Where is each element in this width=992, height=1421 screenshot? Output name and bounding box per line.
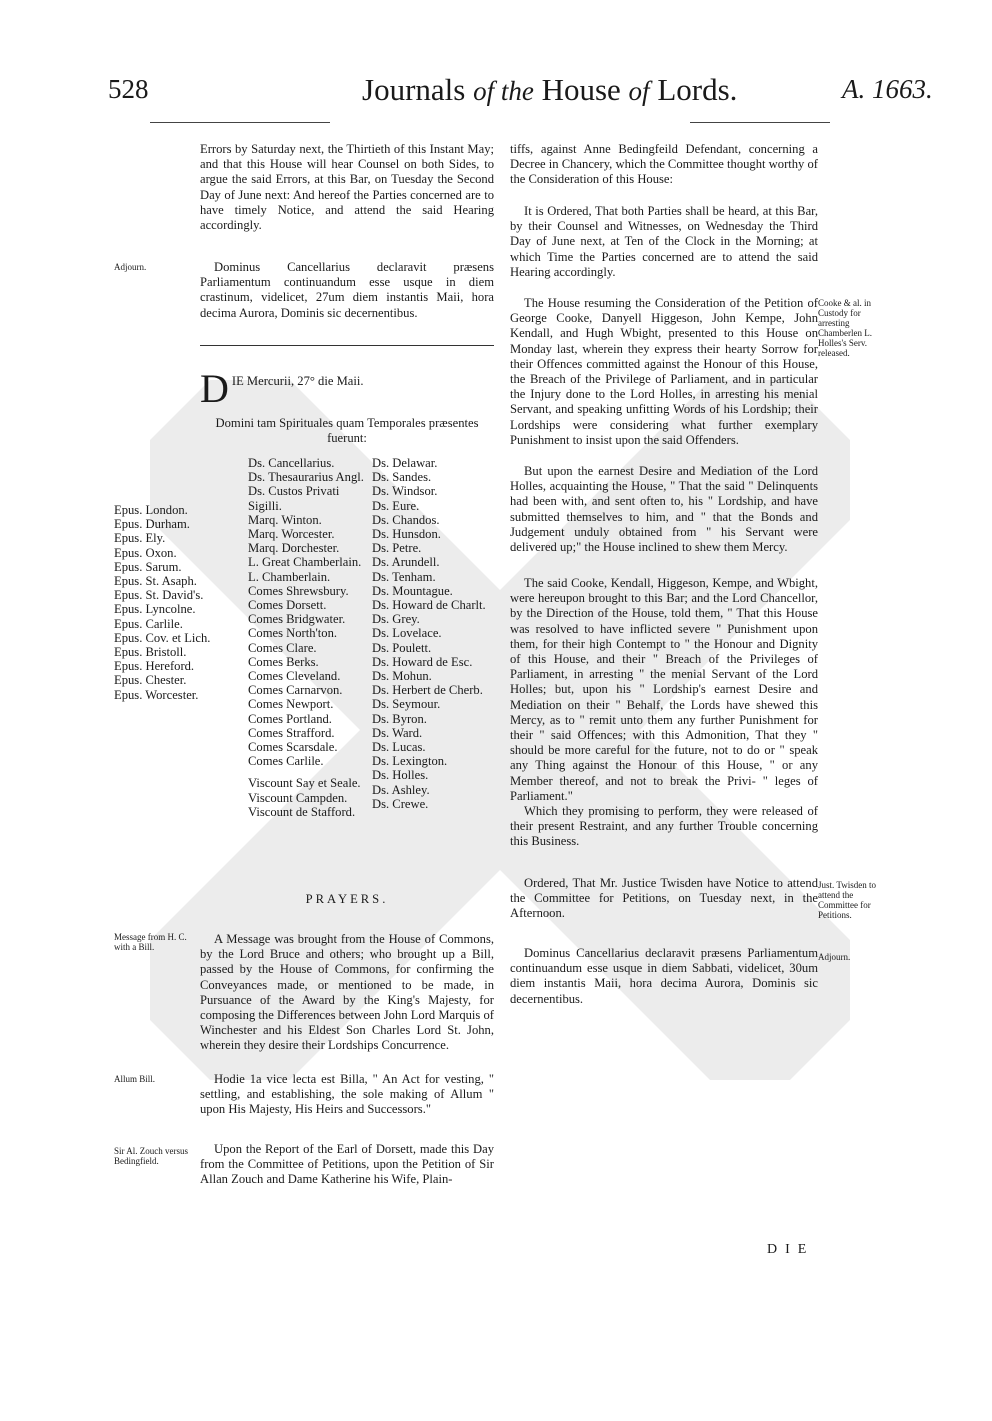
attendee-entry: Epus. St. David's. xyxy=(114,588,204,603)
attendee-entry: Marq. Worcester. xyxy=(248,527,335,542)
attendee-entry: Comes Newport. xyxy=(248,697,334,712)
margin-cooke: Cooke & al. in Custody for arresting Chamberlen L. Holles's Serv. released. xyxy=(818,298,872,358)
attendee-entry xyxy=(248,768,370,776)
attendee-entry: Ds. Hunsdon. xyxy=(372,527,441,542)
margin-twisden: Just. Twisden to attend the Committee for Petitions. xyxy=(818,880,876,920)
attendee-entry: Viscount Say et Seale. xyxy=(248,776,361,791)
left-para-errors: Errors by Saturday next, the Thirtieth of this Instant May; and that this House will hear Counsel on both Sides, to argue the said Errors, at this Bar, on Tuesday the Second Day of June next: And hereof the Parties concerned are to have timely Notice, and attend the said Hearing accordingly. xyxy=(200,142,494,233)
attendee-entry: Epus. Worcester. xyxy=(114,687,199,702)
header-rule-right xyxy=(690,122,830,123)
attendee-entry: Comes Scarsdale. xyxy=(248,740,338,755)
right-para-holles: But upon the earnest Desire and Mediation of the Lord Holles, acquainting the House, " That the said " Delinquents had been with, and sent often to, his " Lordship, and have submitted themselves to him, and " that the Bonds and Judgement unduly obtained from " his Servant were delivered up;" the House inclined to shew them Mercy. xyxy=(510,464,818,555)
right-para-brought: The said Cooke, Kendall, Higgeson, Kempe, and Wbight, were hereupon brought to this Bar; and the Lord Chancellor, by the Direction of the House, told them, " That this House was resolved to have inflicted severe " Punishment upon them, for their high Contempt to " the Honour and Dignity of this House, and their " Breach of the Privileges of Parliament, in arresting " the menial Servant of the Lord Holles; but, upon his " Lordship's earnest Desire and Mediation on their " Behalf, the Lords have shewed this Mercy, as to " remit unto them any further Punishment for their " said Offences; with this Admonition, That they " should be more careful for the future, not to do or " speak any Thing against the Honour of this House, " or any Member thereof, and not to break the Privi- " leges of Parliament." xyxy=(510,576,818,803)
attendee-entry: Epus. Carlile. xyxy=(114,616,183,631)
attendee-entry: Epus. Ely. xyxy=(114,531,166,546)
attendee-entry: Ds. Holles. xyxy=(372,768,429,783)
list-bishops xyxy=(114,503,224,702)
margin-allum: Allum Bill. xyxy=(114,1074,156,1084)
attendee-entry: Comes Dorsett. xyxy=(248,598,327,613)
running-title: Journals of the House of Lords. xyxy=(362,72,738,107)
attendee-entry: Ds. Delawar. xyxy=(372,456,438,470)
attendee-entry: Comes Clare. xyxy=(248,640,317,655)
attendee-entry: Epus. Bristoll. xyxy=(114,645,187,660)
right-para-adjourn: Dominus Cancellarius declaravit præsens Parliamentum continuandum esse usque in diem Sabbati, videlicet, 30um diem instantis Maii, hora decima Aurora, Dominis sic decernentibus. xyxy=(510,946,818,1006)
attendee-entry: Ds. Sandes. xyxy=(372,470,432,485)
attendee-entry: Ds. Crewe. xyxy=(372,796,429,811)
attendee-entry: Ds. Lexington. xyxy=(372,754,448,769)
attendee-entry: Ds. Seymour. xyxy=(372,697,441,712)
margin-adjourn-left: Adjourn. xyxy=(114,262,147,272)
attendee-entry: Ds. Mohun. xyxy=(372,669,432,684)
die-dropcap: D xyxy=(200,366,229,411)
attendee-entry: Viscount Campden. xyxy=(248,790,348,805)
attendee-entry: Ds. Grey. xyxy=(372,612,420,627)
margin-message: Message from H. C. with a Bill. xyxy=(114,932,187,952)
year-label: A. 1663. xyxy=(842,74,933,104)
attendee-entry: Comes North'ton. xyxy=(248,626,338,641)
attendee-entry: Ds. Mountague. xyxy=(372,583,453,598)
list-peers xyxy=(248,456,370,819)
section-rule xyxy=(200,345,494,346)
attendee-entry: Epus. Lyncolne. xyxy=(114,602,196,617)
margin-adjourn-right: Adjourn. xyxy=(818,952,851,962)
right-para-plaintiffs: tiffs, against Anne Bedingfeild Defendant, concerning a Decree in Chancery, which the Committee thought worthy of the Consideration of this House: xyxy=(510,142,818,187)
margin-zouch: Sir Al. Zouch versus Bedingfield. xyxy=(114,1146,188,1166)
left-para-zouch: Upon the Report of the Earl of Dorsett, made this Day from the Committee of Petitions, upon the Petition of Sir Allan Zouch and Dame Katherine his Wife, Plain- xyxy=(200,1142,494,1187)
attendee-entry: Ds. Ward. xyxy=(372,725,423,740)
attendee-entry: Epus. Sarum. xyxy=(114,559,182,574)
attendee-entry: Comes Shrewsbury. xyxy=(248,583,349,598)
attendee-entry: Ds. Thesaurarius Angl. xyxy=(248,470,364,485)
attendee-entry: Ds. Poulett. xyxy=(372,640,432,655)
attendee-entry: Comes Portland. xyxy=(248,711,332,726)
attendee-entry: Ds. Windsor. xyxy=(372,484,438,499)
attendee-entry: L. Great Chamberlain. xyxy=(248,555,362,570)
attendee-entry: Epus. Oxon. xyxy=(114,545,177,560)
attendee-entry: Ds. Herbert de Cherb. xyxy=(372,683,483,698)
attendee-entry: L. Chamberlain. xyxy=(248,569,331,584)
attendee-entry: Comes Carnarvon. xyxy=(248,683,343,698)
left-para-message: A Message was brought from the House of Commons, by the Lord Bruce and others; who brought up a Bill, passed by the House of Commons, for confirming the Conveyances made, or mentioned to be made, in Pursuance of the Award by the King's Majesty, for composing the Differences between John Lord Marquis of Winchester and his Eldest Son Charles Lord St. John, wherein they desire their Lordships Concurrence. xyxy=(200,932,494,1053)
attendee-entry: Comes Cleveland. xyxy=(248,669,341,684)
attendee-entry: Ds. Lucas. xyxy=(372,740,426,755)
attendee-entry: Ds. Cancellarius. xyxy=(248,456,335,470)
attendee-entry: Epus. St. Asaph. xyxy=(114,574,197,589)
attendee-entry: Marq. Dorchester. xyxy=(248,541,340,556)
left-para-adjourn: Dominus Cancellarius declaravit præsens Parliamentum continuandum esse usque in diem crastinum, videlicet, 27um diem instantis Maii, hora decima Aurora, Dominis sic decernentibus. xyxy=(200,260,494,320)
list-barons xyxy=(372,456,494,811)
attendee-entry: Comes Strafford. xyxy=(248,725,335,740)
page-number: 528 xyxy=(108,74,149,104)
attendee-entry: Epus. Hereford. xyxy=(114,659,195,674)
attendee-entry: Viscount de Stafford. xyxy=(248,804,356,819)
present-heading: Domini tam Spirituales quam Temporales præsentes fuerunt: xyxy=(215,416,479,446)
attendee-entry: Comes Carlile. xyxy=(248,754,324,769)
attendee-entry: Ds. Lovelace. xyxy=(372,626,442,641)
attendee-entry: Ds. Arundell. xyxy=(372,555,440,570)
attendee-entry: Ds. Eure. xyxy=(372,498,420,513)
attendee-entry: Ds. Petre. xyxy=(372,541,422,556)
attendee-entry: Epus. London. xyxy=(114,503,188,517)
attendee-entry: Ds. Tenham. xyxy=(372,569,436,584)
attendee-entry: Epus. Chester. xyxy=(114,673,187,688)
attendee-entry: Ds. Byron. xyxy=(372,711,427,726)
right-para-released: Which they promising to perform, they were released of their present Restraint, and any further Trouble concerning this Business. xyxy=(510,804,818,849)
attendee-entry: Ds. Howard de Esc. xyxy=(372,654,473,669)
die-heading: D IE Mercurii, 27° die Maii. xyxy=(200,366,364,411)
right-para-twisden: Ordered, That Mr. Justice Twisden have Notice to attend the Committee for Petitions, on Tuesday next, in the Afternoon. xyxy=(510,876,818,921)
attendee-entry: Marq. Winton. xyxy=(248,512,322,527)
attendee-entry: Ds. Custos Privati Sigilli. xyxy=(248,484,340,513)
catchword: DIE xyxy=(767,1242,815,1257)
attendee-entry: Comes Berks. xyxy=(248,654,319,669)
right-para-cooke: The House resuming the Consideration of the Petition of George Cooke, Danyell Higgeson, John Kempe, John Kendall, and Hugh Wbight, presented to this House on Monday last, wherein they express their hearty Sorrow for their Offences committed against the Honour of this House, the Breach of the Privilege of Parliament, and in particular the Injury done to the Lord Holles, in arresting his menial Servant, and speaking unfitting Words of his Lordship; their Lordships were considering what further exemplary Punishment to insist upon the said Offenders. xyxy=(510,296,818,447)
attendee-entry: Ds. Ashley. xyxy=(372,782,430,797)
prayers-heading: PRAYERS. xyxy=(305,892,389,906)
attendee-entry: Ds. Chandos. xyxy=(372,512,440,527)
right-para-ordered-hearing: It is Ordered, That both Parties shall be heard, at this Bar, by their Counsel and Witnesses, on Wednesday the Third Day of June next, at Ten of the Clock in the Morning; at which Time the Parties concerned are to attend the said Hearing accordingly. xyxy=(510,204,818,279)
attendee-entry: Epus. Durham. xyxy=(114,517,190,532)
attendee-entry: Ds. Howard de Charlt. xyxy=(372,598,486,613)
header-rule-left xyxy=(150,122,330,123)
attendee-entry: Comes Bridgwater. xyxy=(248,612,346,627)
left-para-allum: Hodie 1a vice lecta est Billa, " An Act for vesting, " settling, and establishing, the sole making of Allum " upon His Majesty, His Heirs and Successors." xyxy=(200,1072,494,1117)
attendee-entry: Epus. Cov. et Lich. xyxy=(114,630,211,645)
